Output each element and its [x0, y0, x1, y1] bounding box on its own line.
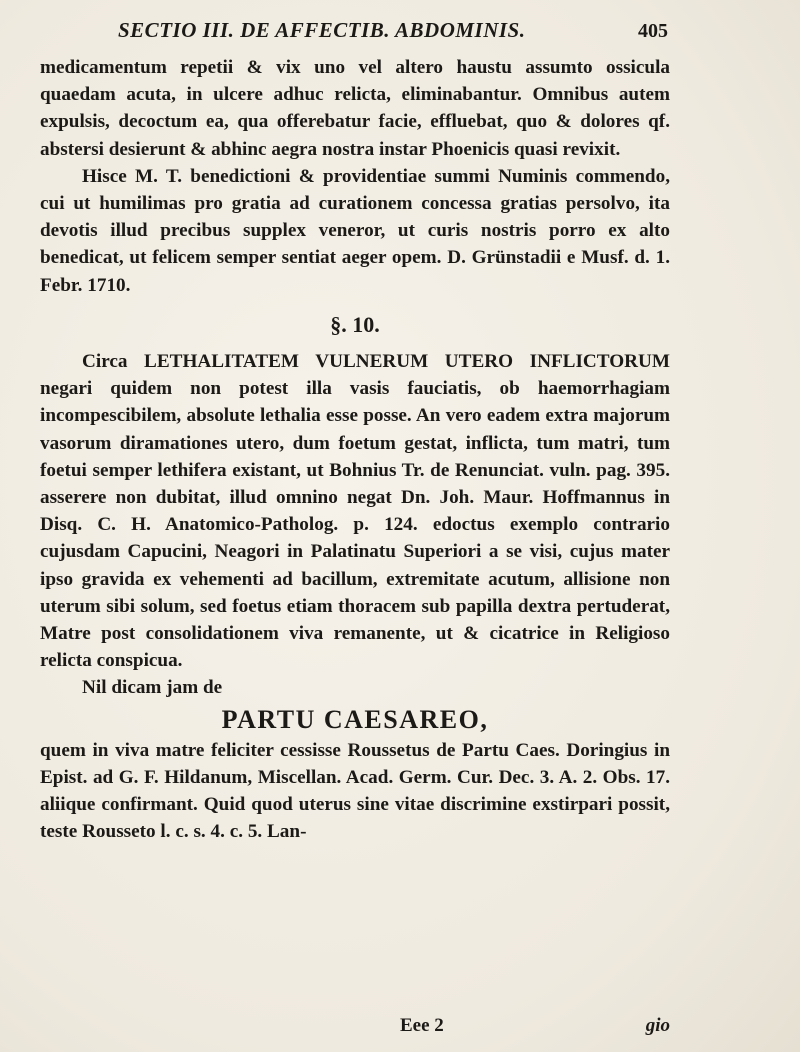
page-number: 405	[638, 20, 668, 42]
body-text	[40, 54, 670, 846]
paragraph-4: Nil dicam jam de	[82, 677, 223, 699]
paragraph-5: quem in viva matre feliciter cessisse Roussetus de Partu Caes. Doringius in Epist. ad G. F. Hildanum, Miscellan. Acad. Germ. Cur. Dec. 3. A. 2. Obs. 17. aliique confirmant. Quid quod uterus sine vitae discrimine exstirpari possit, teste Rousseto l. c. s. 4. c. 5. Lan-	[40, 739, 670, 843]
catchword: gio	[645, 1015, 670, 1036]
paragraph-1: medicamentum repetii & vix uno vel altero haustu assumto ossicula quaedam acuta, in ulcere adhuc relicta, eliminabantur. Omnibus autem expulsis, decoctum ea, qua offerebatur facie, effluebat, quo & dolores qf. abstersi desierunt & abhinc aegra nostra instar Phoenicis quasi revixit.	[40, 57, 670, 160]
paragraph-2: Hisce M. T. benedictioni & providentiae summi Numinis commendo, cui ut humilimas pro gratia ad curationem concessa gratias persolvo, ita devotis illud precibus supplex veneror, ut curis nostris porro ex alto benedicat, ut felicem semper sentiat aeger opem. D. Grünstadii e Musf. d. 1. Febr. 1710.	[40, 165, 670, 296]
page-header	[118, 18, 668, 43]
paragraph-3: Circa LETHALITATEM VULNERUM UTERO INFLICTORUM negari quidem non potest illa vasis fauciatis, ob haemorrhagiam incompescibilem, absolute lethalia esse posse. An vero eadem extra majorum vasorum diramationes utero, dum foetum gestat, inflicta, tum matri, tum foetui semper lethifera existant, ut Bohnius Tr. de Renunciat. vuln. pag. 395. asserere non dubitat, illud omnino negat Dn. Joh. Maur. Hoffmannus in Disq. C. H. Anatomico-Patholog. p. 124. edoctus exemplo contrario cujusdam Capucini, Neagori in Palatinatu Superiori a se visi, cujus mater ipso gravida ex vehementi ad bacillum, extremitate acutum, allisione non uterum sibi solum, sed foetus etiam thoracem sub papilla dextra pertuderat, Matre post consolidationem viva remanente, ut & cicatrice in Religioso relicta conspicua.	[40, 351, 670, 672]
section-heading: PARTU CAESAREO,	[221, 704, 489, 734]
section-mark: §. 10.	[330, 311, 380, 337]
signature-mark: Eee 2	[400, 1015, 444, 1036]
running-head: SECTIO III. DE AFFECTIB. ABDOMINIS.	[118, 18, 526, 42]
